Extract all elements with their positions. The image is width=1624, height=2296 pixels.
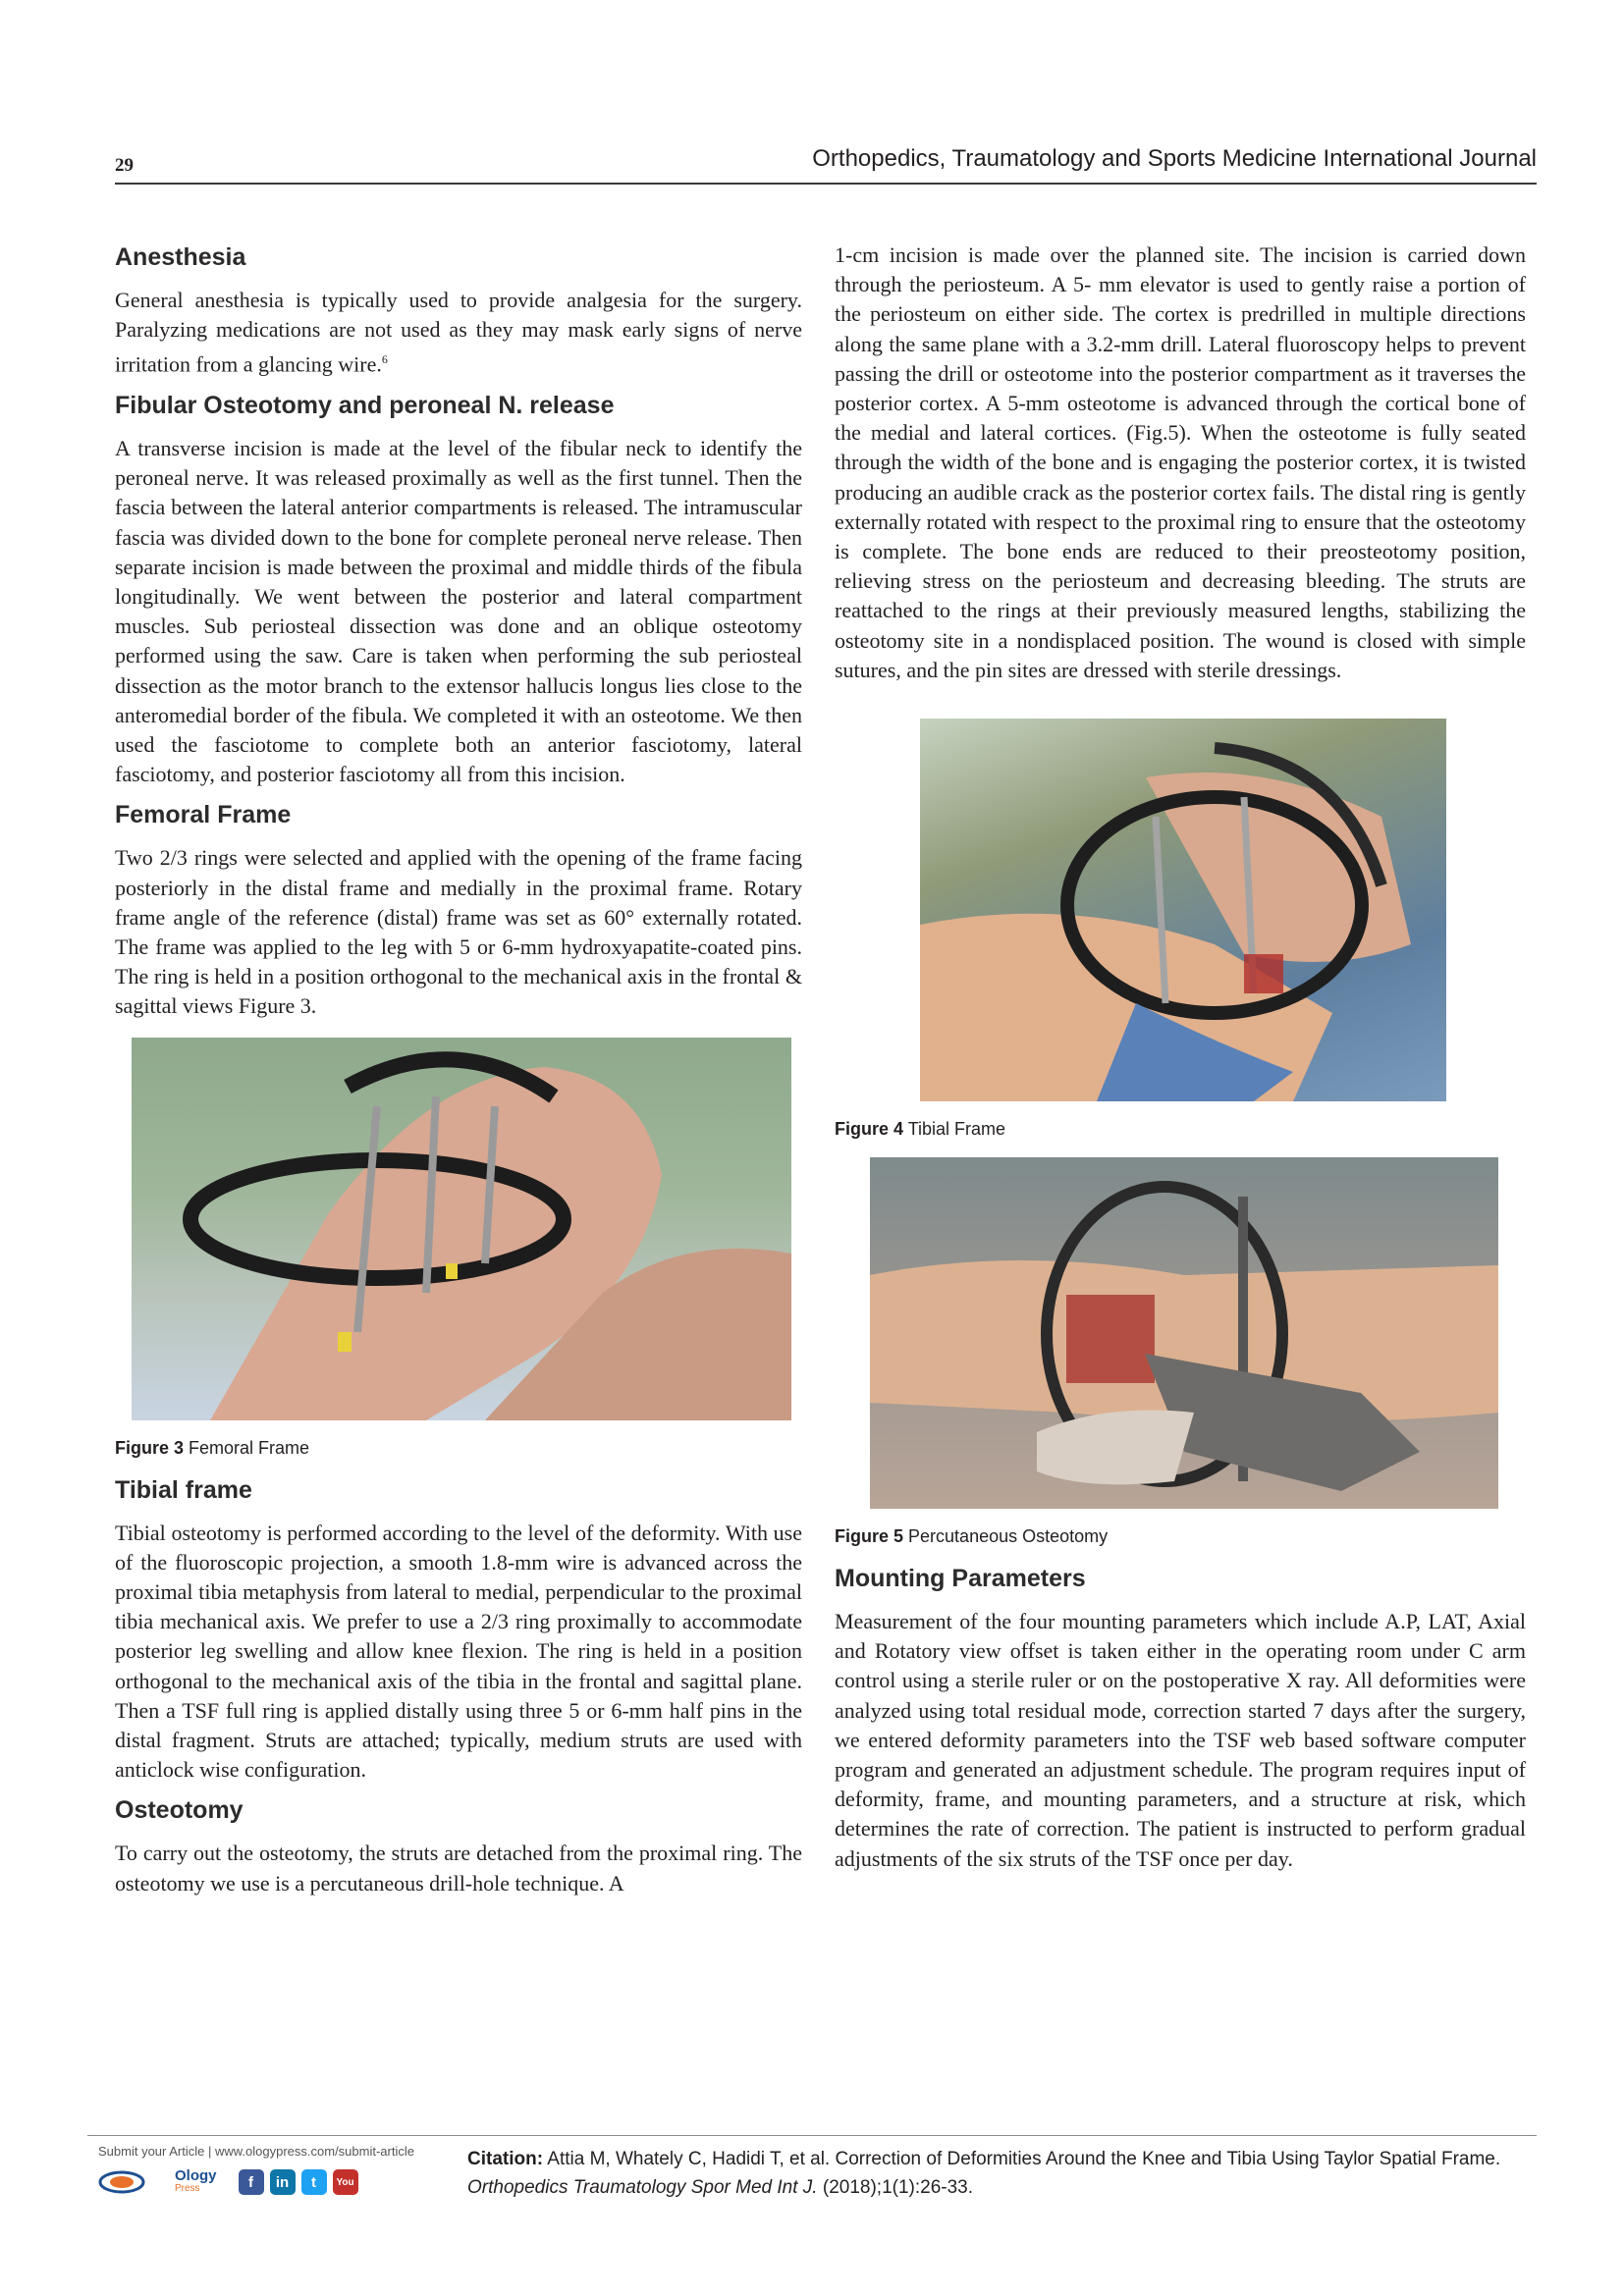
citation bbox=[467, 2145, 1538, 2202]
twitter-icon[interactable]: t bbox=[301, 2169, 327, 2195]
figure-5-image bbox=[870, 1157, 1498, 1509]
ref-6[interactable]: 6 bbox=[381, 352, 388, 367]
figure-4-image bbox=[920, 719, 1446, 1101]
citation-text: Attia M, Whately C, Hadidi T, et al. Correction of Deformities Around the Knee and Tibia Using Taylor Spatial Frame. bbox=[547, 2149, 1501, 2169]
right-column bbox=[835, 240, 1526, 1884]
para-osteotomy-right: 1-cm incision is made over the planned site. The incision is carried down through the periosteum. A 5- mm elevator is used to gently raise a portion of the periosteum on either side. The cortex is predrilled in multiple directions along the same plane with a 3.2-mm drill. Lateral fluoroscopy helps to prevent passing the drill or osteotome into the posterior compartment as it traverses the posterior cortex. A 5-mm osteotome is advanced through the cortical bone of the medial and lateral cortices. (Fig.5). When the osteotome is fully seated through the width of the bone and is engaging the posterior cortex, it is twisted producing an audible crack as the posterior cortex fails. The distal ring is gently externally rotated with respect to the proximal ring to ensure that the osteotomy is complete. The bone ends are reduced to their preosteotomy position, relieving stress on the periosteum and decreasing bleeding. The struts are reattached to the rings at their previously measured lengths, stabilizing the osteotomy site in a nondisplaced position. The wound is closed with simple sutures, and the pin sites are dressed with sterile dressings. bbox=[835, 242, 1526, 682]
heading-fibular: Fibular Osteotomy and peroneal N. release bbox=[115, 391, 615, 419]
logo-text-block bbox=[175, 2169, 217, 2195]
tibial-frame-illustration bbox=[920, 719, 1446, 1101]
figure-5-label: Figure 5 bbox=[835, 1526, 904, 1547]
facebook-icon[interactable]: f bbox=[239, 2169, 264, 2195]
submit-article-link[interactable]: Submit your Article | www.ologypress.com/submit-article bbox=[98, 2144, 414, 2159]
figure-3-label: Figure 3 bbox=[115, 1437, 185, 1458]
heading-anesthesia: Anesthesia bbox=[115, 243, 246, 271]
heading-mounting: Mounting Parameters bbox=[835, 1565, 1086, 1593]
citation-tail: (2018);1(1):26-33. bbox=[822, 2177, 974, 2198]
para-tibial: Tibial osteotomy is performed according to the level of the deformity. With use of the fluoroscopic projection, a smooth 1.8-mm wire is advanced across the proximal tibia metaphysis from lateral to medial, perpendicular to the proximal tibia mechanical axis. We prefer to use a 2/3 ring proximally to accommodate posterior leg swelling and allow knee flexion. The ring is held in a position orthogonal to the mechanical axis of the tibia in the frontal and sagittal plane. Then a TSF full ring is applied distally using three 5 or 6-mm half pins in the distal fragment. Struts are attached; typically, medium struts are used with anticlock wise configuration. bbox=[115, 1520, 802, 1783]
ology-press-logo[interactable] bbox=[98, 2167, 167, 2197]
figure-3-image bbox=[132, 1038, 791, 1420]
figure-3-caption-text: Femoral Frame bbox=[189, 1437, 310, 1458]
heading-tibial: Tibial frame bbox=[115, 1475, 252, 1504]
citation-label: Citation: bbox=[467, 2149, 544, 2169]
logo-swoosh-icon bbox=[98, 2167, 167, 2197]
para-osteotomy-left: To carry out the osteotomy, the struts are detached from the proximal ring. The osteotomy we use is a percutaneous drill-hole technique. A bbox=[115, 1841, 802, 1896]
logo-subtext: Press bbox=[175, 2183, 200, 2194]
citation-journal: Orthopedics Traumatology Spor Med Int J. bbox=[467, 2177, 818, 2198]
header-rule bbox=[115, 183, 1537, 185]
para-anesthesia bbox=[115, 286, 802, 380]
linkedin-icon[interactable]: in bbox=[270, 2169, 296, 2195]
percutaneous-osteotomy-illustration bbox=[870, 1157, 1498, 1509]
figure-4-label: Figure 4 bbox=[835, 1119, 904, 1140]
heading-femoral: Femoral Frame bbox=[115, 801, 292, 829]
heading-osteotomy: Osteotomy bbox=[115, 1796, 244, 1825]
youtube-icon[interactable]: You bbox=[333, 2169, 358, 2195]
left-column bbox=[115, 232, 802, 1908]
femoral-frame-illustration bbox=[132, 1038, 791, 1420]
para-fibular: A transverse incision is made at the level of the fibular neck to identify the peroneal nerve. It was released proximally as well as the first tunnel. Then the fascia between the lateral anterior compartments is released. The intramuscular fascia was divided down to the bone for complete peroneal nerve release. Then separate incision is made between the proximal and middle thirds of the fibula longitudinally. We went between the posterior and lateral compartment muscles. Sub periosteal dissection was done and an oblique osteotomy performed using the saw. Care is taken when performing the sub periosteal dissection as the motor branch to the extensor hallucis longus lies close to the anteromedial border of the fibula. We completed it with an osteotome. We then used the fasciotome to complete both an anterior fasciotomy, lateral fasciotomy, and posterior fasciotomy all from this incision. bbox=[115, 435, 802, 787]
journal-title: Orthopedics, Traumatology and Sports Medicine International Journal bbox=[812, 145, 1537, 172]
logo-text: Ology bbox=[175, 2167, 217, 2184]
figure-5-caption bbox=[835, 1526, 1526, 1547]
para-femoral: Two 2/3 rings were selected and applied with the opening of the frame facing posteriorly in the distal frame and medially in the proximal frame. Rotary frame angle of the reference (distal) frame was set as 60° externally rotated. The frame was applied to the leg with 5 or 6-mm hydroxyapatite-coated pins. The ring is held in a position orthogonal to the mechanical axis in the frontal & sagittal views Figure 3. bbox=[115, 845, 802, 1019]
figure-4-caption bbox=[835, 1119, 1526, 1140]
footer-rule bbox=[87, 2135, 1537, 2136]
figure-4-caption-text: Tibial Frame bbox=[907, 1119, 1006, 1140]
para-mounting: Measurement of the four mounting parameters which include A.P, LAT, Axial and Rotatory view offset is taken either in the operating room under C arm control using a sterile ruler or on the postoperative X ray. All deformities were analyzed using total residual mode, correction started 7 days after the surgery, we entered deformity parameters into the TSF web based software computer program and generated an adjustment schedule. The program requires input of deformity, frame, and mounting parameters, and a structure at risk, which determines the rate of correction. The patient is instructed to perform gradual adjustments of the six struts of the TSF once per day. bbox=[835, 1609, 1526, 1871]
footer-logo-row bbox=[98, 2167, 358, 2197]
para-anesthesia-text: General anesthesia is typically used to provide analgesia for the surgery. Paralyzing medications are not used as they may mask early signs of nerve irritation from a glancing wire. bbox=[115, 288, 802, 377]
figure-3-caption bbox=[115, 1438, 802, 1459]
social-icons bbox=[239, 2169, 358, 2195]
figure-5-caption-text: Percutaneous Osteotomy bbox=[908, 1526, 1109, 1547]
page-number: 29 bbox=[115, 155, 134, 176]
